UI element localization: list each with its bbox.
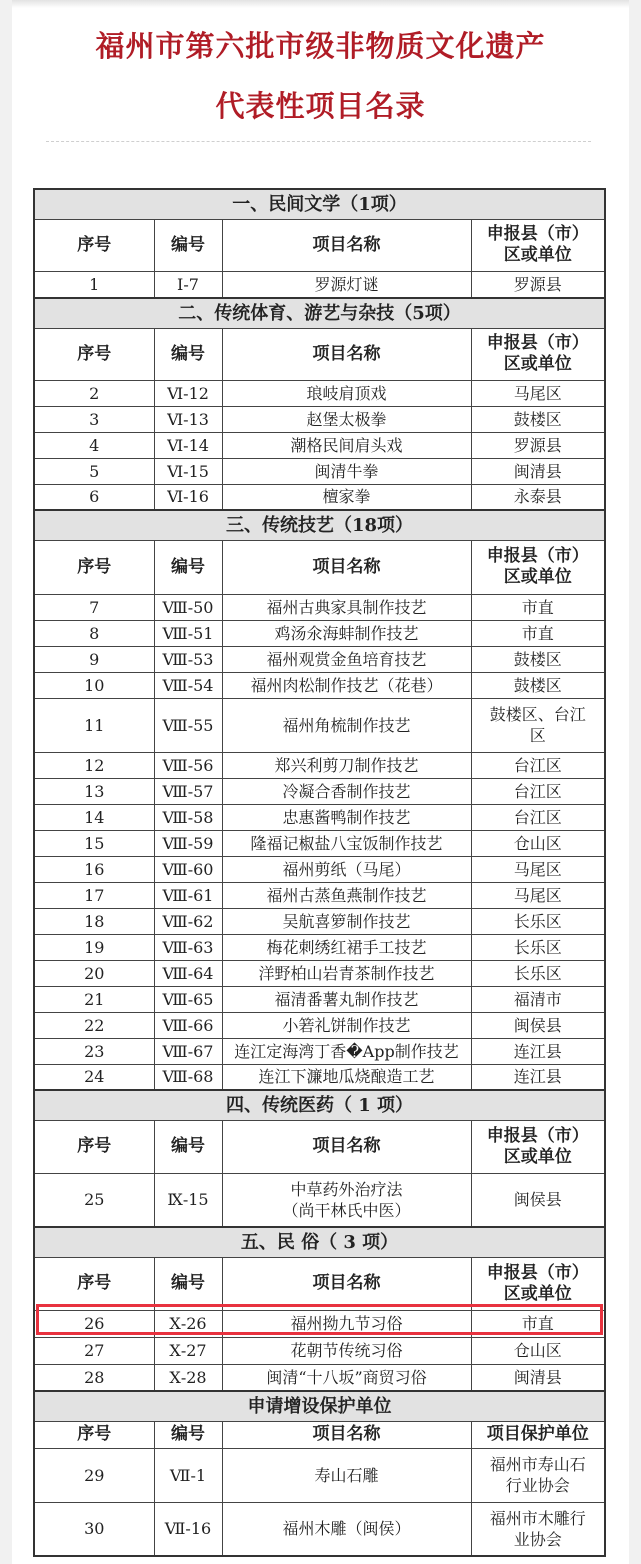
name-cell: 闽清“十八坂”商贸习俗 [222,1364,471,1391]
table-row [34,406,605,432]
unit-cell: 闽清县 [471,458,605,484]
unit-cell: 罗源县 [471,271,605,298]
column-header-row [34,1120,605,1173]
code-cell: Ⅶ-16 [154,1502,222,1556]
code-cell: Ⅵ-13 [154,406,222,432]
code-cell: Ⅷ-55 [154,698,222,752]
unit-cell: 市直 [471,594,605,620]
unit-cell: 台江区 [471,804,605,830]
header-serial: 序号 [34,1257,154,1310]
serial-cell: 29 [34,1448,154,1502]
section-header [34,1391,605,1421]
code-cell: Ⅷ-67 [154,1038,222,1064]
code-cell: Ⅶ-1 [154,1448,222,1502]
unit-cell: 鼓楼区 [471,646,605,672]
name-cell: 吴航喜箩制作技艺 [222,908,471,934]
table-row [34,778,605,804]
name-cell: 忠惠酱鸭制作技艺 [222,804,471,830]
name-cell: 梅花刺绣红裙手工技艺 [222,934,471,960]
serial-cell: 22 [34,1012,154,1038]
header-unit: 申报县（市） 区或单位 [471,219,605,271]
table-row [34,752,605,778]
code-cell: Ⅸ-15 [154,1173,222,1227]
unit-cell: 市直 [471,620,605,646]
header-name: 项目名称 [222,540,471,594]
name-cell: 福州木雕（闽侯） [222,1502,471,1556]
table-row [34,1337,605,1364]
code-cell: Ⅷ-65 [154,986,222,1012]
unit-cell: 连江县 [471,1064,605,1090]
table-row [34,934,605,960]
unit-cell: 连江县 [471,1038,605,1064]
code-cell: Ⅵ-16 [154,484,222,510]
highlight-box-row-26 [36,1304,603,1335]
code-cell: Ⅹ-26 [154,1310,222,1337]
header-code: 编号 [154,1120,222,1173]
section-header [34,1090,605,1120]
unit-cell: 马尾区 [471,380,605,406]
table-row [34,882,605,908]
header-code: 编号 [154,540,222,594]
name-cell: 檀家拳 [222,484,471,510]
name-cell: 连江下濂地瓜烧酿造工艺 [222,1064,471,1090]
code-cell: Ⅵ-14 [154,432,222,458]
header-name: 项目名称 [222,328,471,380]
code-cell: Ⅷ-64 [154,960,222,986]
name-cell: 洋野柏山岩青茶制作技艺 [222,960,471,986]
name-cell: 郑兴利剪刀制作技艺 [222,752,471,778]
code-cell: Ⅷ-57 [154,778,222,804]
code-cell: Ⅹ-27 [154,1337,222,1364]
name-cell: 潮格民间肩头戏 [222,432,471,458]
header-code: 编号 [154,1257,222,1310]
serial-cell: 17 [34,882,154,908]
header-serial: 序号 [34,540,154,594]
unit-cell: 福州市木雕行 业协会 [471,1502,605,1556]
name-cell: 福州剪纸（马尾） [222,856,471,882]
table-row [34,856,605,882]
table-row [34,1448,605,1502]
section-title: 申请增设保护单位 [34,1391,605,1421]
name-cell: 福州肉松制作技艺（花巷） [222,672,471,698]
serial-cell: 10 [34,672,154,698]
serial-cell: 9 [34,646,154,672]
header-code: 编号 [154,219,222,271]
table-row [34,1502,605,1556]
header-unit: 申报县（市） 区或单位 [471,540,605,594]
code-cell: Ⅷ-62 [154,908,222,934]
table-row [34,908,605,934]
name-cell: 福州拗九节习俗 [222,1310,471,1337]
table-row [34,960,605,986]
name-cell: 寿山石雕 [222,1448,471,1502]
section-title: 二、传统体育、游艺与杂技（5项） [34,298,605,328]
name-cell: 福州观赏金鱼培育技艺 [222,646,471,672]
serial-cell: 28 [34,1364,154,1391]
header-name: 项目名称 [222,1421,471,1448]
section-title: 三、传统技艺（18项） [34,510,605,540]
header-serial: 序号 [34,1421,154,1448]
section-header [34,189,605,219]
unit-cell: 马尾区 [471,882,605,908]
section-header [34,510,605,540]
page-top-edge [12,0,629,8]
column-header-row [34,328,605,380]
header-unit: 申报县（市） 区或单位 [471,1120,605,1173]
section-header [34,298,605,328]
serial-cell: 20 [34,960,154,986]
column-header-row [34,219,605,271]
header-serial: 序号 [34,328,154,380]
serial-cell: 5 [34,458,154,484]
section-header [34,1227,605,1257]
code-cell: Ⅷ-53 [154,646,222,672]
header-name: 项目名称 [222,1257,471,1310]
table-row [34,1064,605,1090]
section-title: 一、民间文学（1项） [34,189,605,219]
unit-cell: 闽侯县 [471,1173,605,1227]
table-row [34,432,605,458]
name-cell: 福州古典家具制作技艺 [222,594,471,620]
heritage-register-table [33,188,606,1557]
unit-cell: 市直 [471,1310,605,1337]
name-cell: 福清番薯丸制作技艺 [222,986,471,1012]
name-cell: 连江定海湾丁香�App制作技艺 [222,1038,471,1064]
code-cell: Ⅷ-60 [154,856,222,882]
unit-cell: 闽侯县 [471,1012,605,1038]
code-cell: Ⅷ-54 [154,672,222,698]
serial-cell: 15 [34,830,154,856]
name-cell: 琅岐肩顶戏 [222,380,471,406]
name-cell: 罗源灯谜 [222,271,471,298]
column-header-row [34,1257,605,1310]
name-cell: 赵堡太极拳 [222,406,471,432]
serial-cell: 27 [34,1337,154,1364]
serial-cell: 3 [34,406,154,432]
unit-cell: 马尾区 [471,856,605,882]
unit-cell: 长乐区 [471,960,605,986]
name-cell: 闽清牛拳 [222,458,471,484]
name-cell: 中草药外治疗法 （尚干林氏中医） [222,1173,471,1227]
table-row [34,484,605,510]
name-cell: 福州古蒸鱼燕制作技艺 [222,882,471,908]
serial-cell: 24 [34,1064,154,1090]
serial-cell: 16 [34,856,154,882]
header-serial: 序号 [34,219,154,271]
document-title-line1: 福州市第六批市级非物质文化遗产 [95,29,546,63]
unit-cell: 鼓楼区 [471,406,605,432]
unit-cell: 鼓楼区 [471,672,605,698]
header-serial: 序号 [34,1120,154,1173]
serial-cell: 13 [34,778,154,804]
unit-cell: 福州市寿山石 行业协会 [471,1448,605,1502]
table-row [34,804,605,830]
serial-cell: 12 [34,752,154,778]
column-header-row [34,540,605,594]
header-unit: 申报县（市） 区或单位 [471,1257,605,1310]
table-row [34,1038,605,1064]
serial-cell: 4 [34,432,154,458]
table-row [34,380,605,406]
name-cell: 冷凝合香制作技艺 [222,778,471,804]
table-row [34,698,605,752]
serial-cell: 26 [34,1310,154,1337]
serial-cell: 18 [34,908,154,934]
title-divider [46,141,591,142]
unit-cell: 闽清县 [471,1364,605,1391]
serial-cell: 6 [34,484,154,510]
column-header-row [34,1421,605,1448]
unit-cell: 罗源县 [471,432,605,458]
serial-cell: 2 [34,380,154,406]
unit-cell: 台江区 [471,778,605,804]
header-unit: 申报县（市） 区或单位 [471,328,605,380]
header-code: 编号 [154,1421,222,1448]
name-cell: 隆福记椒盐八宝饭制作技艺 [222,830,471,856]
serial-cell: 11 [34,698,154,752]
code-cell: Ⅷ-61 [154,882,222,908]
code-cell: Ⅷ-59 [154,830,222,856]
unit-cell: 仓山区 [471,830,605,856]
header-name: 项目名称 [222,1120,471,1173]
name-cell: 福州角梳制作技艺 [222,698,471,752]
table-row [34,986,605,1012]
unit-cell: 鼓楼区、台江 区 [471,698,605,752]
code-cell: Ⅹ-28 [154,1364,222,1391]
serial-cell: 14 [34,804,154,830]
serial-cell: 23 [34,1038,154,1064]
table-row [34,830,605,856]
code-cell: Ⅷ-63 [154,934,222,960]
table-row [34,458,605,484]
unit-cell: 仓山区 [471,1337,605,1364]
table-row [34,1173,605,1227]
section-title: 四、传统医药（ 1 项） [34,1090,605,1120]
code-cell: Ⅷ-58 [154,804,222,830]
serial-cell: 30 [34,1502,154,1556]
table-row [34,672,605,698]
serial-cell: 25 [34,1173,154,1227]
unit-cell: 长乐区 [471,908,605,934]
header-name: 项目名称 [222,219,471,271]
name-cell: 小箬礼饼制作技艺 [222,1012,471,1038]
serial-cell: 8 [34,620,154,646]
name-cell: 鸡汤氽海蚌制作技艺 [222,620,471,646]
serial-cell: 1 [34,271,154,298]
unit-cell: 台江区 [471,752,605,778]
serial-cell: 21 [34,986,154,1012]
name-cell: 花朝节传统习俗 [222,1337,471,1364]
serial-cell: 7 [34,594,154,620]
table-row [34,1012,605,1038]
unit-cell: 永泰县 [471,484,605,510]
table-row [34,271,605,298]
code-cell: Ⅷ-51 [154,620,222,646]
code-cell: Ⅷ-68 [154,1064,222,1090]
header-code: 编号 [154,328,222,380]
code-cell: Ⅷ-56 [154,752,222,778]
section-title: 五、民 俗（ 3 项） [34,1227,605,1257]
table-row [34,620,605,646]
code-cell: Ⅵ-15 [154,458,222,484]
header-protect-unit: 项目保护单位 [471,1421,605,1448]
table-row [34,594,605,620]
unit-cell: 长乐区 [471,934,605,960]
table-row [34,646,605,672]
code-cell: Ⅵ-12 [154,380,222,406]
code-cell: Ⅰ-7 [154,271,222,298]
code-cell: Ⅷ-50 [154,594,222,620]
table-row [34,1364,605,1391]
document-title-line2: 代表性项目名录 [215,89,426,123]
unit-cell: 福清市 [471,986,605,1012]
serial-cell: 19 [34,934,154,960]
code-cell: Ⅷ-66 [154,1012,222,1038]
